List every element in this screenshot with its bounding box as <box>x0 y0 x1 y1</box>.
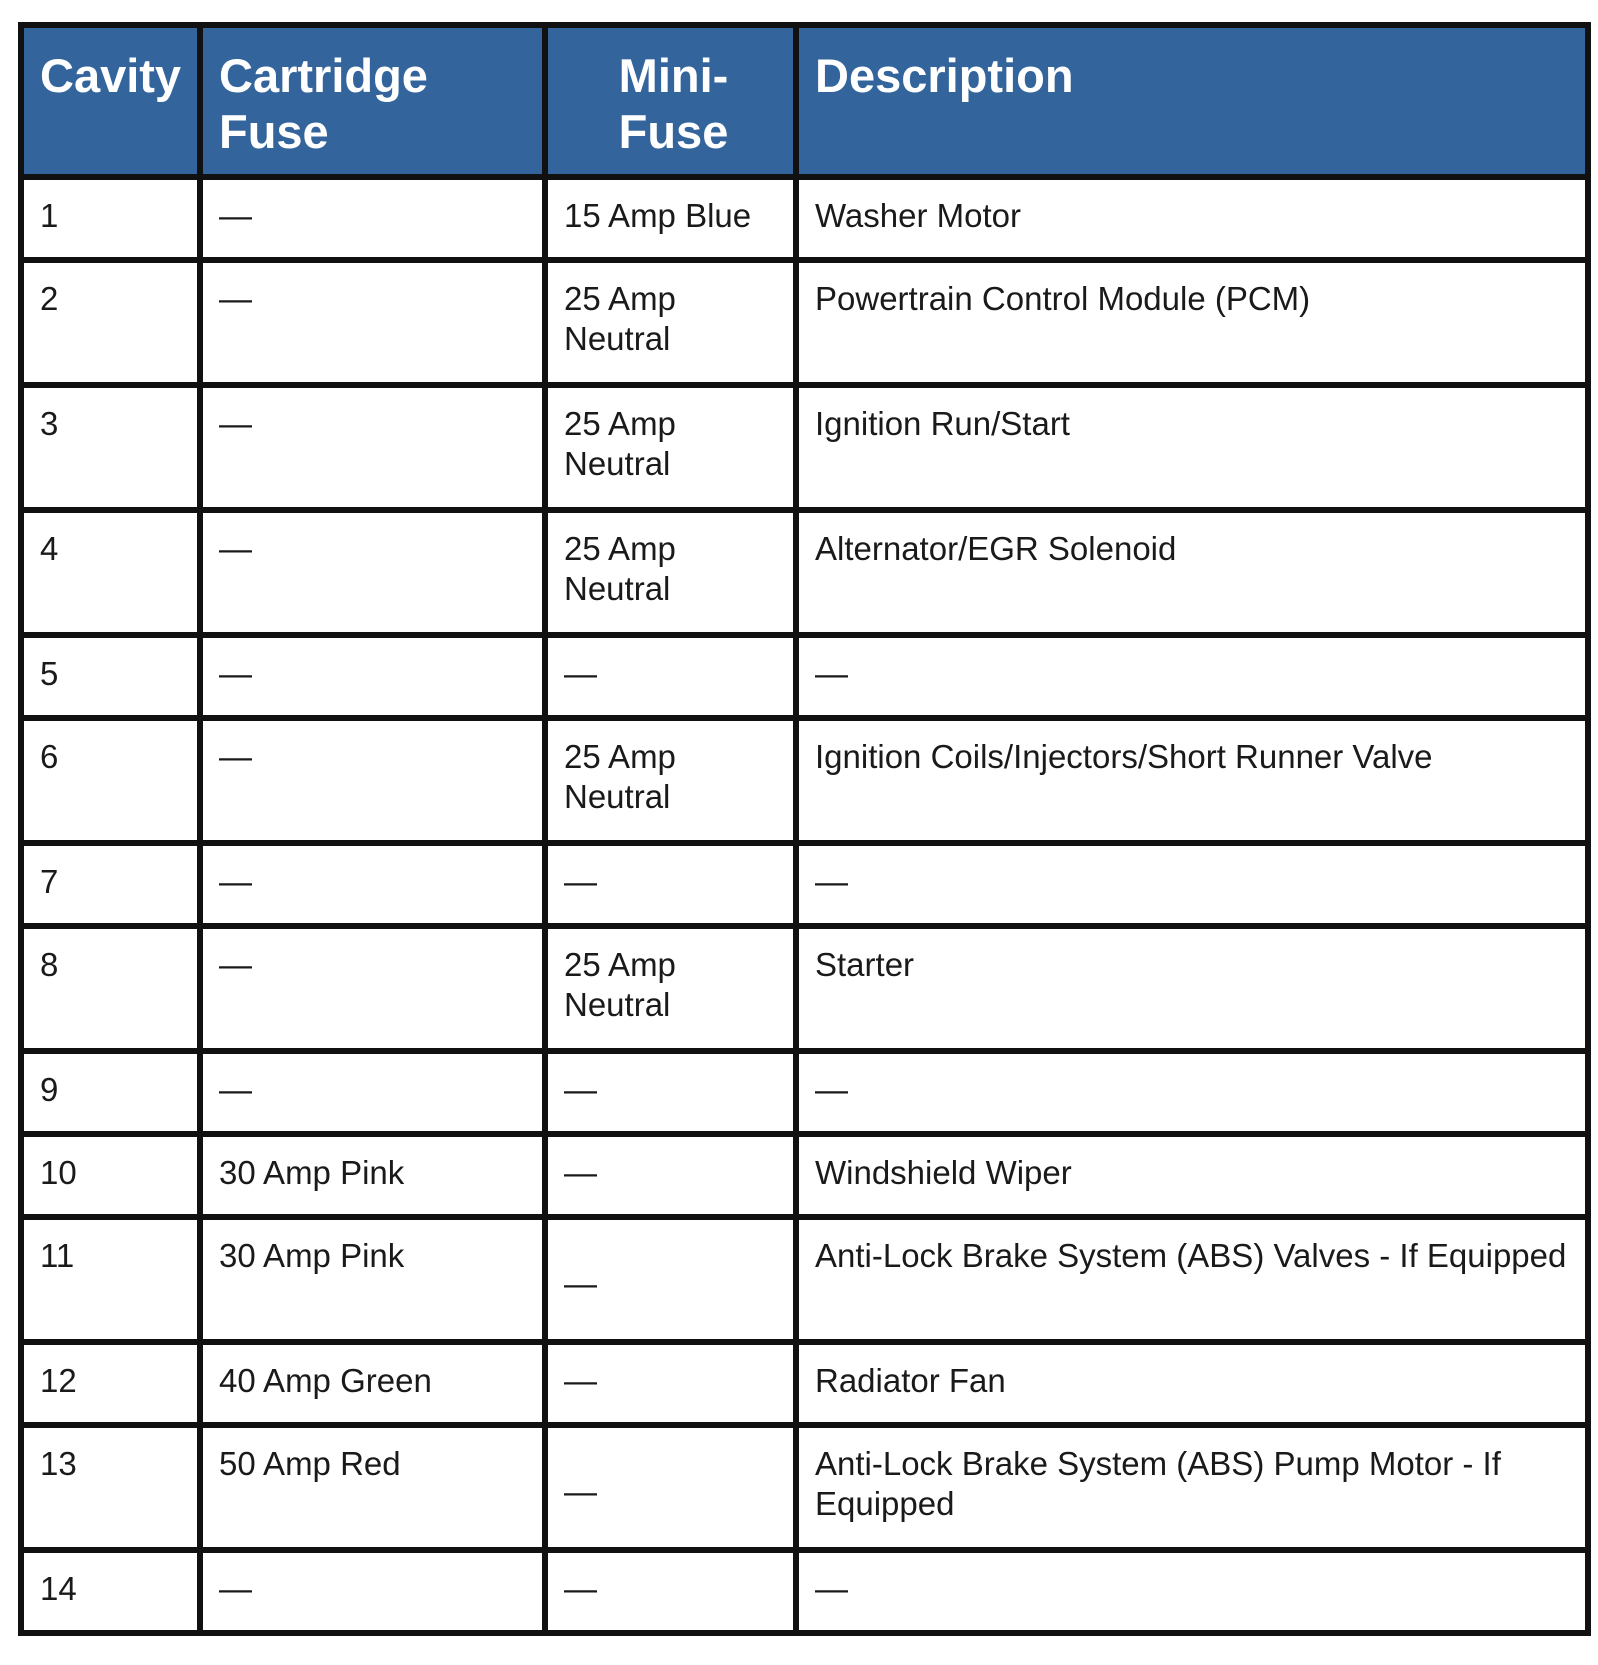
table-row <box>21 1134 1588 1217</box>
cavity-cell: 14 <box>21 1550 200 1633</box>
cavity-cell: 12 <box>21 1342 200 1425</box>
table-row <box>21 1425 1588 1550</box>
cartridge-fuse-cell: — <box>200 1051 545 1134</box>
description-cell: Anti-Lock Brake System (ABS) Valves - If Equipped <box>796 1217 1588 1342</box>
cavity-cell: 5 <box>21 635 200 718</box>
description-cell: — <box>796 843 1588 926</box>
header-cavity <box>21 25 200 177</box>
cavity-cell: 9 <box>21 1051 200 1134</box>
description-cell: Alternator/EGR Solenoid <box>796 510 1588 635</box>
description-cell: Ignition Coils/Injectors/Short Runner Valve <box>796 718 1588 843</box>
mini-fuse-cell: — <box>545 843 796 926</box>
cavity-cell: 6 <box>21 718 200 843</box>
table-row <box>21 510 1588 635</box>
cartridge-fuse-cell: — <box>200 1550 545 1633</box>
table-row <box>21 926 1588 1051</box>
cartridge-fuse-cell: — <box>200 177 545 260</box>
cartridge-fuse-cell: — <box>200 385 545 510</box>
table-row <box>21 1051 1588 1134</box>
table-row <box>21 1217 1588 1342</box>
description-cell: Windshield Wiper <box>796 1134 1588 1217</box>
header-cartridge-line1: Cartridge <box>219 49 428 102</box>
mini-fuse-cell: 15 Amp Blue <box>545 177 796 260</box>
table-row <box>21 718 1588 843</box>
table-row <box>21 1342 1588 1425</box>
description-cell: — <box>796 1051 1588 1134</box>
mini-fuse-cell: 25 Amp Neutral <box>545 718 796 843</box>
cartridge-fuse-cell: — <box>200 843 545 926</box>
description-cell: Washer Motor <box>796 177 1588 260</box>
table-row <box>21 1550 1588 1633</box>
fuse-cavity-table <box>18 22 1591 1636</box>
cavity-cell: 8 <box>21 926 200 1051</box>
mini-fuse-cell: — <box>545 1425 796 1550</box>
cartridge-fuse-cell: 30 Amp Pink <box>200 1217 545 1342</box>
cavity-cell: 10 <box>21 1134 200 1217</box>
mini-fuse-cell: — <box>545 1550 796 1633</box>
description-cell: Starter <box>796 926 1588 1051</box>
table-row <box>21 843 1588 926</box>
table-row <box>21 385 1588 510</box>
header-mini-line2: Fuse <box>618 105 729 158</box>
cavity-cell: 3 <box>21 385 200 510</box>
mini-fuse-cell: — <box>545 1217 796 1342</box>
cartridge-fuse-cell: 40 Amp Green <box>200 1342 545 1425</box>
description-cell: Radiator Fan <box>796 1342 1588 1425</box>
header-cartridge-line2: Fuse <box>219 105 329 158</box>
cavity-cell: 13 <box>21 1425 200 1550</box>
mini-fuse-cell: 25 Amp Neutral <box>545 385 796 510</box>
mini-fuse-cell: — <box>545 635 796 718</box>
description-cell: Ignition Run/Start <box>796 385 1588 510</box>
cartridge-fuse-cell: — <box>200 926 545 1051</box>
cartridge-fuse-cell: — <box>200 718 545 843</box>
description-cell: — <box>796 1550 1588 1633</box>
mini-fuse-cell: — <box>545 1051 796 1134</box>
description-cell: Powertrain Control Module (PCM) <box>796 260 1588 385</box>
table-row <box>21 260 1588 385</box>
cartridge-fuse-cell: — <box>200 260 545 385</box>
cartridge-fuse-cell: — <box>200 510 545 635</box>
table-row <box>21 635 1588 718</box>
table-row <box>21 177 1588 260</box>
cartridge-fuse-cell: 50 Amp Red <box>200 1425 545 1550</box>
mini-fuse-cell: — <box>545 1134 796 1217</box>
cavity-cell: 11 <box>21 1217 200 1342</box>
cavity-cell: 1 <box>21 177 200 260</box>
header-description <box>796 25 1588 177</box>
cartridge-fuse-cell: 30 Amp Pink <box>200 1134 545 1217</box>
mini-fuse-cell: 25 Amp Neutral <box>545 926 796 1051</box>
description-cell: — <box>796 635 1588 718</box>
cavity-cell: 2 <box>21 260 200 385</box>
header-cavity-label: Cavity <box>40 49 182 102</box>
header-mini-fuse <box>545 25 796 177</box>
header-cartridge-fuse <box>200 25 545 177</box>
cavity-cell: 4 <box>21 510 200 635</box>
header-mini-line1: Mini- <box>618 49 729 102</box>
cavity-cell: 7 <box>21 843 200 926</box>
table-header-row <box>21 25 1588 177</box>
mini-fuse-cell: 25 Amp Neutral <box>545 260 796 385</box>
mini-fuse-cell: — <box>545 1342 796 1425</box>
mini-fuse-cell: 25 Amp Neutral <box>545 510 796 635</box>
cartridge-fuse-cell: — <box>200 635 545 718</box>
description-cell: Anti-Lock Brake System (ABS) Pump Motor - If Equipped <box>796 1425 1588 1550</box>
header-description-label: Description <box>815 49 1074 102</box>
